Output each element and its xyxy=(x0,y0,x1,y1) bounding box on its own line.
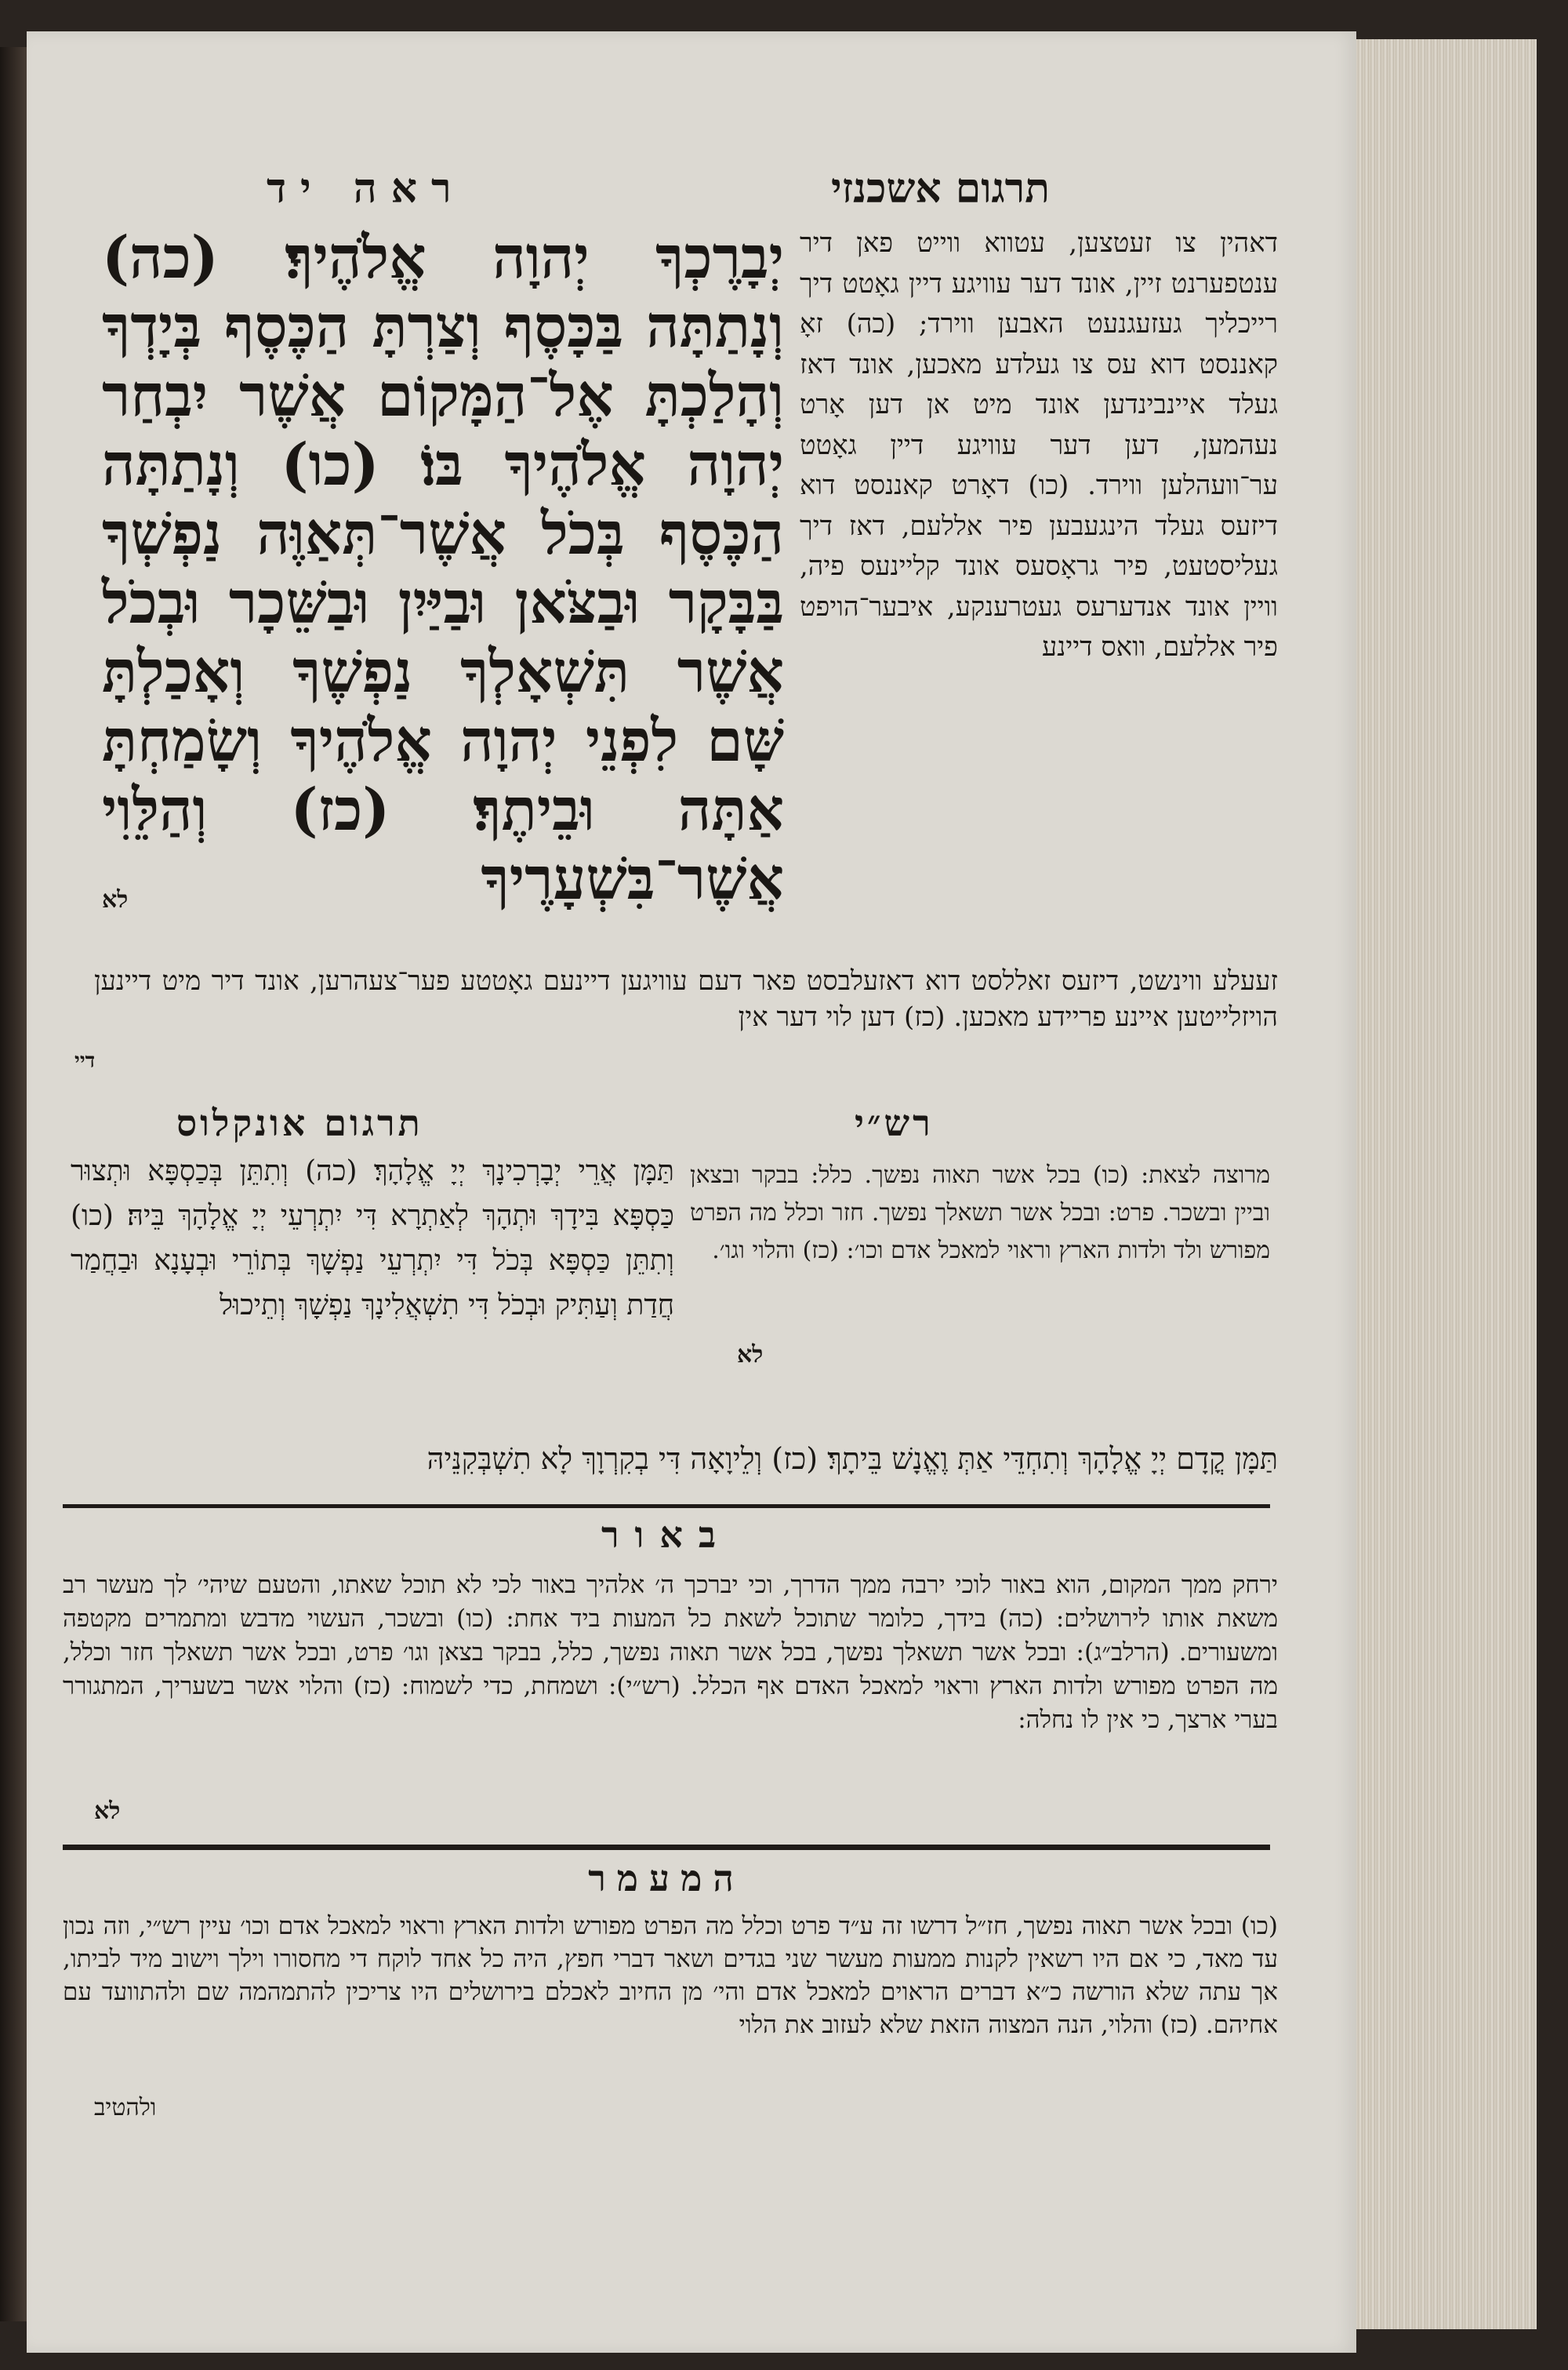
rashi-header: רש״י xyxy=(855,1102,934,1144)
rashi-commentary: מרוצה לצאת: (כו) בכל אשר תאוה נפשך. כלל: בבקר ובצאן וביין ובשכר. פרט: ובכל אשר תשאלך נפשך. חזר וכלל מה הפרט מפורש ולד ולדות הארץ וראוי למאכל אדם וכו׳: (כז) והלוי וגו׳. xyxy=(690,1161,1270,1264)
parsha-header: ראה יד xyxy=(267,165,466,213)
targum-ashkenazi-header: תרגום אשכנזי xyxy=(831,165,1050,213)
hebrew-catchword: לא xyxy=(102,886,129,914)
beur-catchword: לא xyxy=(94,1797,121,1825)
section-rule-top xyxy=(63,1504,1270,1508)
yiddish-translation-wide: זעעלע ווינשט, דיזעס זאללסט דוא דאזעלבסט פאר דעם עוויגען דיינעם גאָטטע פער־צעהרען, אונד דיר מיט דיינען הויזלייטען איינע פריידע מאכען. (כז) דען לוי דער אין xyxy=(94,965,1278,1033)
maamar-catchword: ולהטיב xyxy=(94,2094,157,2121)
maamar-commentary: (כו) ובכל אשר תאוה נפשך, חז״ל דרשו זה ע״ד פרט וכלל מה הפרט מפורש ולדות הארץ וראוי למאכל אדם וכו׳ עיין רש״י, וזה נכון עד מאד, כי אם היו רשאין לקנות ממעות מעשר שני בגדים ושאר דברי חפץ, היה כל אחד לוקח די מחסורו וילך וישוב מיד לביתו, אך עתה שלא הורשה כ״א דברים הראוים למאכל אדם והי׳ מן החיוב לאכלם בירושלים היו צריכין להתמהמה שם ולהתוועד עם אחיהם. (כז) והלוי, הנה המצוה הזאת שלא לעזוב את הלוי xyxy=(63,1912,1278,2039)
beur-header: באור xyxy=(601,1514,732,1556)
hebrew-main-text: יְבָרֶכְךָ יְהוָה אֱלֹהֶיךָ׃ (כה) וְנָתַתָּה בַּכָּסֶף וְצַרְתָּ הַכֶּסֶף בְּיָדְךָ וְהָלַכְתָּ אֶל־הַמָּקוֹם אֲשֶׁר יִבְחַר יְהוָה אֱלֹהֶיךָ בּוֹ׃ (כו) וְנָתַתָּה הַכֶּסֶף בְּכֹל אֲשֶׁר־תְּאַוֶּה נַפְשְׁךָ בַּבָּקָר וּבַצֹּאן וּבַיַּיִן וּבַשֵּׁכָר וּבְכֹל אֲשֶׁר תִּשְׁאָלְךָ נַפְשֶׁךָ וְאָכַלְתָּ שָּׁם לִפְנֵי יְהוָה אֱלֹהֶיךָ וְשָׂמַחְתָּ אַתָּה וּבֵיתֶךָ׃ (כז) וְהַלֵּוִי אֲשֶׁר־בִּשְׁעָרֶיךָ xyxy=(102,224,784,913)
section-rule-bottom xyxy=(63,1845,1270,1850)
onkelos-text-wide: תַּמָּן קֳדָם יְיָ אֱלָהָךְ וְתִחְדֵּי אַתְּ וֶאֱנָשׁ בֵּיתָךְ׃ (כז) וְלֵיוָאָה דִּי בְקִרְוָךְ לָא תִשְׁבְּקִנֵּיהּ xyxy=(426,1441,1278,1476)
onkelos-header: תרגום אונקלוס xyxy=(176,1102,423,1144)
onkelos-text: תַּמָּן אֲרֵי יְבָרְכִינָךְ יְיָ אֱלָהָךְ׃ (כה) וְתִתֵּן בְּכַסְפָּא וּתְצוּר כַּסְפָּא בִּידָךְ וּתְהָךְ לְאַתְרָא דִּי יִתְרְעֵי יְיָ אֱלָהָךְ בֵּיהּ׃ (כו) וְתִתֵּן כַּסְפָּא בְּכֹל דִּי יִתְרְעֵי נַפְשָׁךְ בְּתוֹרֵי וּבְעָנָא וּבַחֲמַר חֲדַת וְעַתִּיק וּבְכֹל דִּי תִשְׁאֲלִינָךְ נַפְשָׁךְ וְתֵיכוּל xyxy=(71,1155,674,1321)
yiddish-catchword: דיי xyxy=(74,1049,96,1073)
beur-commentary: ירחק ממך המקום, הוא באור לוכי ירבה ממך הדרך, וכי יברכך ה׳ אלהיך באור לכי לא תוכל שאתו, והטעם שיהי׳ לך מעשר רב משאת אותו לירושלים: (כה) בידך, כלומר שתוכל לשאת כל המעות ביד אחת: (כו) ובשכר, העשוי מדבש ומתמרים מקטפה ומשעורים. (הרלב״ג): ובכל אשר תשאלך נפשך, בכל אשר תאוה נפשך, כלל, בבקר בצאן וגו׳ פרט, ובכל אשר תשאלך חזר וכלל, מה הפרט מפורש ולדות הארץ וראוי למאכל האדם אף הכלל. (רש״י): ושמחת, כדי לשמוח: (כז) והלוי אשר בשעריך, המתגורר בערי ארצך, כי אין לו נחלה: xyxy=(63,1571,1279,1734)
maamar-header: המעמר xyxy=(588,1857,745,1899)
rashi-catchword: לא xyxy=(737,1341,764,1369)
page-fore-edge xyxy=(1356,39,1537,2329)
yiddish-translation-column: דאהין צו זעטצען, עטווא ווייט פאן דיר ענטפערנט זיין, אונד דער עוויגע דיין גאָטט דיך רייכליך געזעגנעט האבען ווירד; (כה) זאָ קאננסט דוא עס צו געלדע מאכען, אונד דאז געלד איינבינדען אונד מיט אן דען אָרט נעהמען, דען דער עוויגע דיין גאָטט ער־וועהלען ווירד. (כו) דאָרט קאננסט דוא דיזעס געלד הינגעבען פיר אללעם, דאז דיך געליסטעט, פיר גראָסעס אונד קליינעס פיה, וויין אונד אנדערעס געטרענקע, איבער־הויפט פיר אללעם, וואס דיינע xyxy=(800,227,1278,663)
book-gutter xyxy=(0,47,28,2321)
